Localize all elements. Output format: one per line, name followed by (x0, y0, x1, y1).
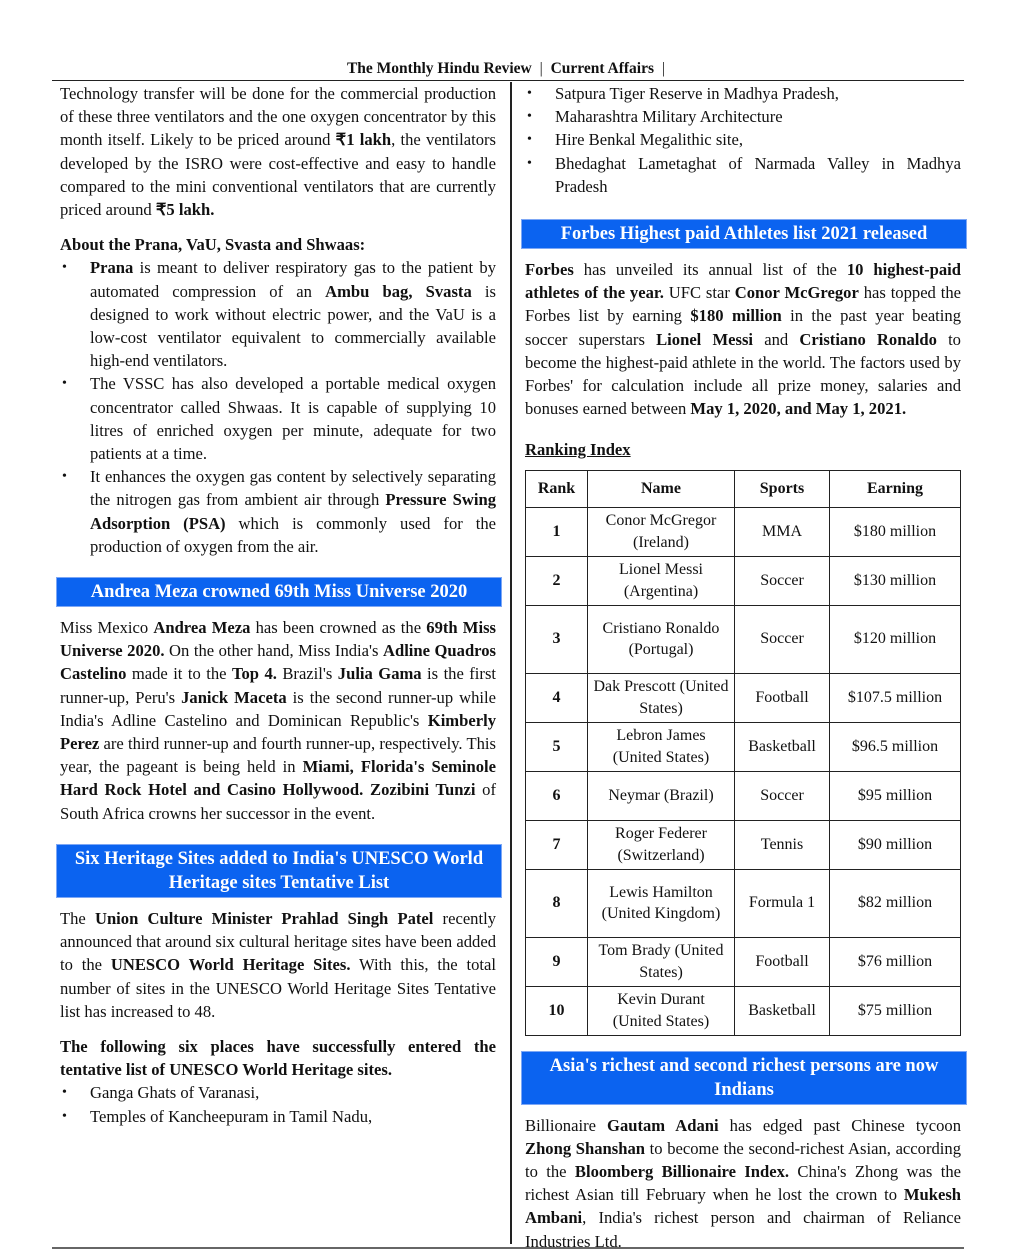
text: Technology transfer will be done for the commercial production of these three ventilators and the one oxygen concentrator by this month itself. Likely to be priced around (60, 84, 496, 150)
left-column (60, 82, 496, 1128)
ranking-table-body (526, 507, 961, 1035)
table-row (526, 820, 961, 869)
ranking-index-title: Ranking Index (525, 440, 631, 460)
asia-richest-paragraph: Billionaire Gautam Adani has edged past Chinese tycoon Zhong Shanshan to become the second-richest Asian, according to the Bloomberg Billionaire Index. China's Zhong was the richest Asian till February when he lost the crown to Mukesh Ambani, India's richest person and chairman of Reliance Industries Ltd. (525, 1115, 961, 1251)
unesco-sites-list-left (60, 1081, 496, 1127)
earning-cell: $95 million (830, 771, 961, 820)
earning-cell: $82 million (830, 869, 961, 937)
text: , the ventilators developed by the ISRO were cost-effective and easy to handle compared to the mini conventional ventilators that are currently priced around (60, 130, 497, 220)
column-header-name: Name (588, 470, 735, 507)
earning-cell: $120 million (830, 605, 961, 673)
sport-cell: Soccer (735, 771, 830, 820)
column-divider (510, 82, 512, 1244)
list-item: • It enhances the oxygen gas content by selectively separating the nitrogen gas from ambient air through Pressure Swing Adsorption (PSA) which is commonly used for the production of oxygen from the air. (60, 465, 496, 558)
unesco-list-heading: The following six places have successfully entered the tentative list of UNESCO World Heritage sites. (60, 1036, 496, 1080)
sport-cell: Football (735, 673, 830, 722)
list-item: • Satpura Tiger Reserve in Madhya Pradesh, (525, 82, 961, 105)
earning-cell: $107.5 million (830, 673, 961, 722)
earning-cell: $96.5 million (830, 722, 961, 771)
sport-cell: Soccer (735, 556, 830, 605)
rank-cell: 6 (526, 771, 588, 820)
forbes-paragraph: Forbes has unveiled its annual list of the 10 highest-paid athletes of the year. UFC star Conor McGregor has topped the Forbes list by earning $180 million in the past year beating soccer superstars Lionel Messi and Cristiano Ronaldo to become the highest-paid athlete in the world. The factors used by Forbes' for calculation include all prize money, salaries and bonuses earned between May 1, 2020, and May 1, 2021. (525, 260, 961, 419)
name-cell: Kevin Durant (United States) (588, 986, 735, 1035)
name-cell: Lebron James (United States) (588, 722, 735, 771)
header-separator-end: | (661, 60, 666, 77)
column-header-sports: Sports (735, 470, 830, 507)
column-header-rank: Rank (526, 470, 588, 507)
name-cell: Conor McGregor (Ireland) (588, 507, 735, 556)
name-cell: Dak Prescott (United States) (588, 673, 735, 722)
table-row (526, 869, 961, 937)
sport-cell: Tennis (735, 820, 830, 869)
unesco-sites-list-right (525, 82, 961, 198)
header-separator: | (539, 60, 543, 77)
table-row (526, 937, 961, 986)
name-cell: Cristiano Ronaldo (Portugal) (588, 605, 735, 673)
rank-cell: 9 (526, 937, 588, 986)
table-header-row (526, 470, 961, 507)
table-row (526, 771, 961, 820)
page-header (52, 58, 964, 81)
list-item: • Maharashtra Military Architecture (525, 105, 961, 128)
sport-cell: Soccer (735, 605, 830, 673)
rank-cell: 3 (526, 605, 588, 673)
list-item: • Prana is meant to deliver respiratory gas to the patient by automated compression of an Ambu bag, Svasta is designed to work without electric power, and the VaU is a low-cost ventilator equivalent to commercially available high-end ventilators. (60, 256, 496, 372)
publication-title: The Monthly Hindu Review (346, 60, 532, 77)
list-item: • Temples of Kancheepuram in Tamil Nadu, (60, 1105, 496, 1128)
rank-cell: 7 (526, 820, 588, 869)
column-header-earning: Earning (830, 470, 961, 507)
section-banner-unesco: Six Heritage Sites added to India's UNESCO World Heritage sites Tentative List (57, 845, 501, 897)
sport-cell: Basketball (735, 986, 830, 1035)
name-cell: Neymar (Brazil) (588, 771, 735, 820)
earning-cell: $180 million (830, 507, 961, 556)
rank-cell: 5 (526, 722, 588, 771)
name-cell: Tom Brady (United States) (588, 937, 735, 986)
section-banner-forbes: Forbes Highest paid Athletes list 2021 released (522, 220, 966, 248)
price-highlight: ₹1 lakh (335, 130, 392, 150)
table-row (526, 673, 961, 722)
earning-cell: $76 million (830, 937, 961, 986)
sport-cell: Basketball (735, 722, 830, 771)
table-row (526, 556, 961, 605)
table-row (526, 507, 961, 556)
right-column (525, 82, 961, 1253)
rank-cell: 4 (526, 673, 588, 722)
earning-cell: $130 million (830, 556, 961, 605)
list-item: • Ganga Ghats of Varanasi, (60, 1081, 496, 1104)
sport-cell: Formula 1 (735, 869, 830, 937)
table-row (526, 722, 961, 771)
earning-cell: $75 million (830, 986, 961, 1035)
sport-cell: Football (735, 937, 830, 986)
earning-cell: $90 million (830, 820, 961, 869)
list-item: • The VSSC has also developed a portable medical oxygen concentrator called Shwaas. It is capable of supplying 10 litres of enriched oxygen per minute, adequate for two patients at a time. (60, 372, 496, 465)
intro-paragraph (60, 82, 496, 221)
rank-cell: 8 (526, 869, 588, 937)
rank-cell: 10 (526, 986, 588, 1035)
table-row (526, 605, 961, 673)
name-cell: Lewis Hamilton (United Kingdom) (588, 869, 735, 937)
about-heading: About the Prana, VaU, Svasta and Shwaas: (60, 235, 366, 255)
section-banner-asia-richest: Asia's richest and second richest persons are now Indians (522, 1052, 966, 1104)
rank-cell: 2 (526, 556, 588, 605)
rank-cell: 1 (526, 507, 588, 556)
list-item: • Hire Benkal Megalithic site, (525, 128, 961, 151)
about-list (60, 256, 496, 558)
unesco-paragraph: The Union Culture Minister Prahlad Singh Patel recently announced that around six cultural heritage sites have been added to the UNESCO World Heritage Sites. With this, the total number of sites in the UNESCO World Heritage Sites Tentative list has increased to 48. (60, 908, 496, 1021)
section-title: Current Affairs (550, 60, 655, 77)
name-cell: Lionel Messi (Argentina) (588, 556, 735, 605)
sport-cell: MMA (735, 507, 830, 556)
ranking-table (525, 470, 961, 1036)
table-row (526, 986, 961, 1035)
section-banner-miss-universe: Andrea Meza crowned 69th Miss Universe 2020 (57, 578, 501, 606)
list-item: • Bhedaghat Lametaghat of Narmada Valley in Madhya Pradesh (525, 152, 961, 198)
miss-universe-paragraph: Miss Mexico Andrea Meza has been crowned as the 69th Miss Universe 2020. On the other hand, Miss India's Adline Quadros Castelino made it to the Top 4. Brazil's Julia Gama is the first runner-up, Peru's Janick Maceta is the second runner-up while India's Adline Castelino and Dominican Republic's Kimberly Perez are third runner-up and fourth runner-up, respectively. This year, the pageant is being held in Miami, Florida's Seminole Hard Rock Hotel and Casino Hollywood. Zozibini Tunzi of South Africa crowns her successor in the event. (60, 618, 497, 823)
name-cell: Roger Federer (Switzerland) (588, 820, 735, 869)
price-highlight: ₹5 lakh. (155, 200, 215, 220)
